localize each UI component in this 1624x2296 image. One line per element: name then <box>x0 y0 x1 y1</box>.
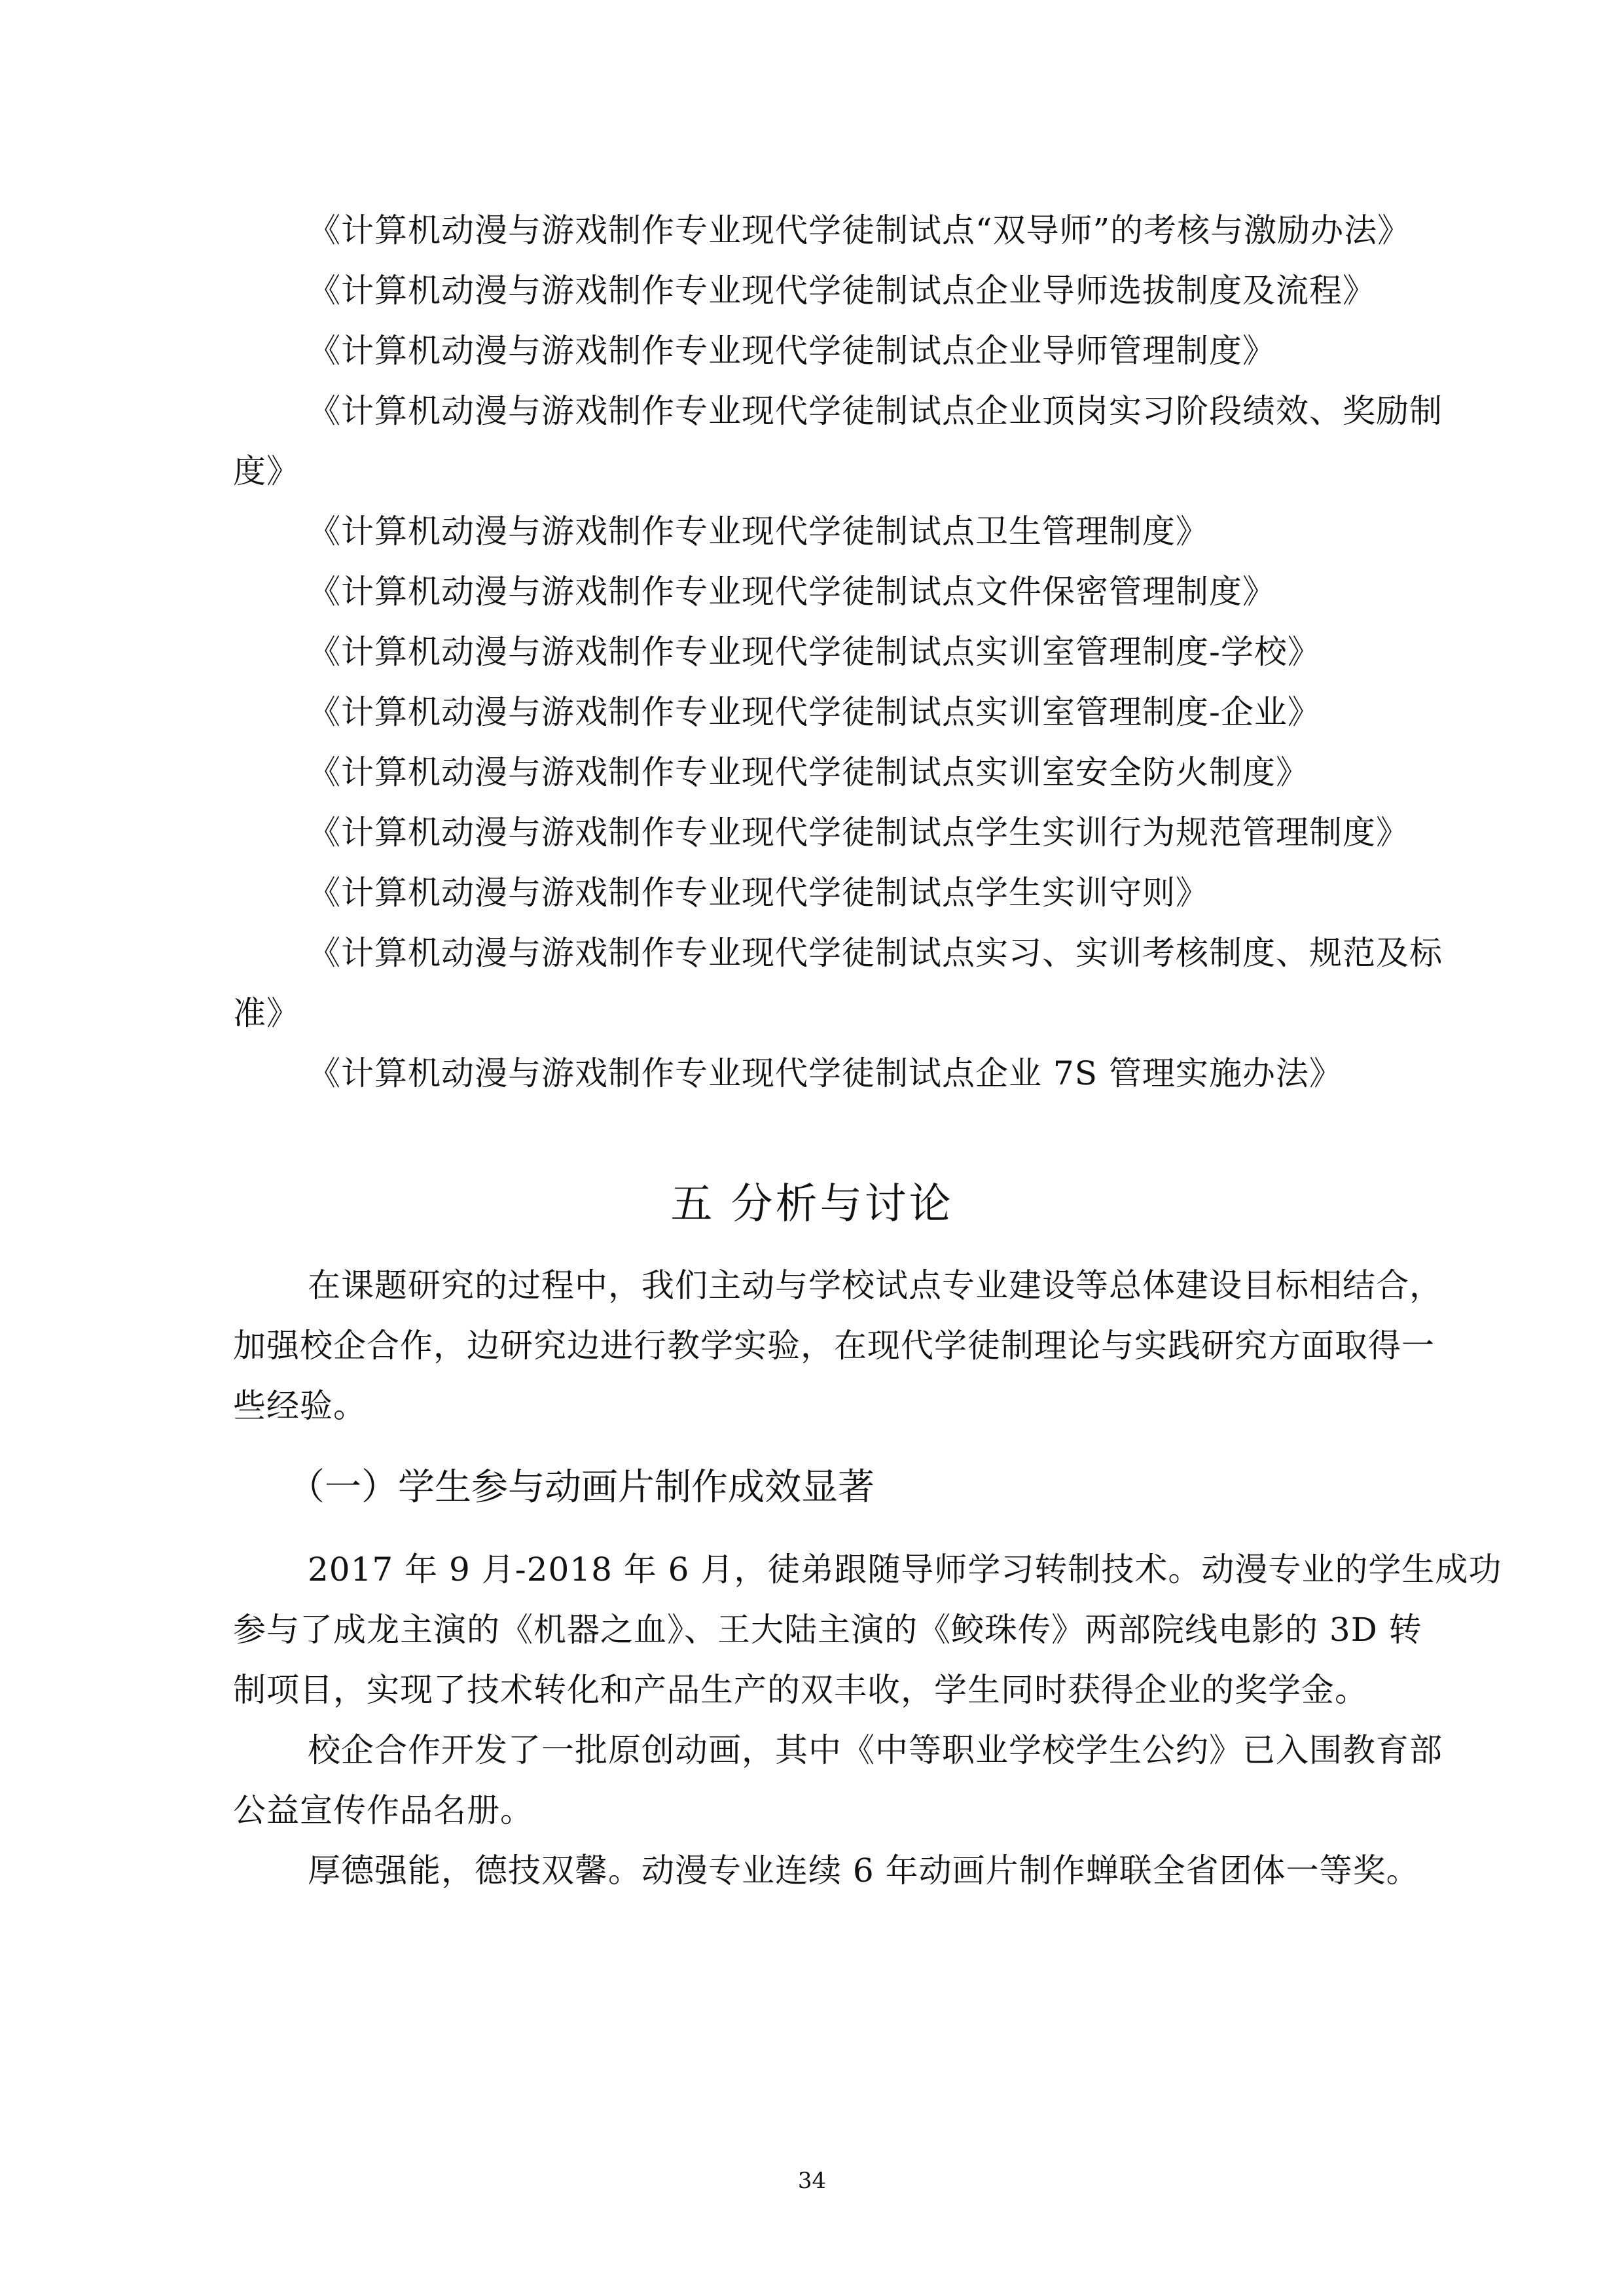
document-list-item: 《计算机动漫与游戏制作专业现代学徒制试点学生实训行为规范管理制度》 <box>308 814 1409 852</box>
document-list-item: 《计算机动漫与游戏制作专业现代学徒制试点实训室管理制度-学校》 <box>308 633 1321 671</box>
document-list-item: 《计算机动漫与游戏制作专业现代学徒制试点企业 7S 管理实施办法》 <box>308 1054 1343 1092</box>
document-list-item-continuation: 准》 <box>233 994 300 1032</box>
document-list-item: 《计算机动漫与游戏制作专业现代学徒制试点学生实训守则》 <box>308 874 1209 912</box>
document-list-item-continuation: 度》 <box>233 452 300 490</box>
paragraph-line: 校企合作开发了一批原创动画，其中《中等职业学校学生公约》已入围教育部 <box>308 1731 1443 1769</box>
subsection-heading: （一）学生参与动画片制作成效显著 <box>288 1466 875 1509</box>
document-list-item: 《计算机动漫与游戏制作专业现代学徒制试点实训室管理制度-企业》 <box>308 693 1321 731</box>
paragraph-line: 在课题研究的过程中，我们主动与学校试点专业建设等总体建设目标相结合， <box>308 1266 1443 1304</box>
page-number: 34 <box>797 2168 827 2194</box>
section-heading: 五 分析与讨论 <box>670 1180 954 1229</box>
document-list-item: 《计算机动漫与游戏制作专业现代学徒制试点实训室安全防火制度》 <box>308 753 1309 791</box>
document-list-item: 《计算机动漫与游戏制作专业现代学徒制试点“双导师”的考核与激励办法》 <box>308 211 1411 249</box>
document-list-item: 《计算机动漫与游戏制作专业现代学徒制试点实习、实训考核制度、规范及标 <box>308 934 1443 972</box>
paragraph-line: 些经验。 <box>233 1387 367 1425</box>
document-list-item: 《计算机动漫与游戏制作专业现代学徒制试点文件保密管理制度》 <box>308 573 1276 611</box>
paragraph-line: 加强校企合作，边研究边进行教学实验，在现代学徒制理论与实践研究方面取得一 <box>233 1327 1435 1365</box>
paragraph-line: 参与了成龙主演的《机器之血》、王大陆主演的《鲛珠传》两部院线电影的 3D 转 <box>233 1611 1422 1649</box>
paragraph-line: 2017 年 9 月-2018 年 6 月，徒弟跟随导师学习转制技术。动漫专业的学生成功 <box>308 1551 1502 1588</box>
document-list-item: 《计算机动漫与游戏制作专业现代学徒制试点企业导师管理制度》 <box>308 332 1276 370</box>
document-list-item: 《计算机动漫与游戏制作专业现代学徒制试点企业导师选拔制度及流程》 <box>308 272 1376 310</box>
paragraph-line: 厚德强能，德技双馨。动漫专业连续 6 年动画片制作蝉联全省团体一等奖。 <box>308 1852 1420 1890</box>
paragraph-line: 公益宣传作品名册。 <box>233 1791 533 1829</box>
paragraph-line: 制项目，实现了技术转化和产品生产的双丰收，学生同时获得企业的奖学金。 <box>233 1671 1368 1709</box>
document-list-item: 《计算机动漫与游戏制作专业现代学徒制试点企业顶岗实习阶段绩效、奖励制 <box>308 392 1443 430</box>
document-list-item: 《计算机动漫与游戏制作专业现代学徒制试点卫生管理制度》 <box>308 512 1209 550</box>
